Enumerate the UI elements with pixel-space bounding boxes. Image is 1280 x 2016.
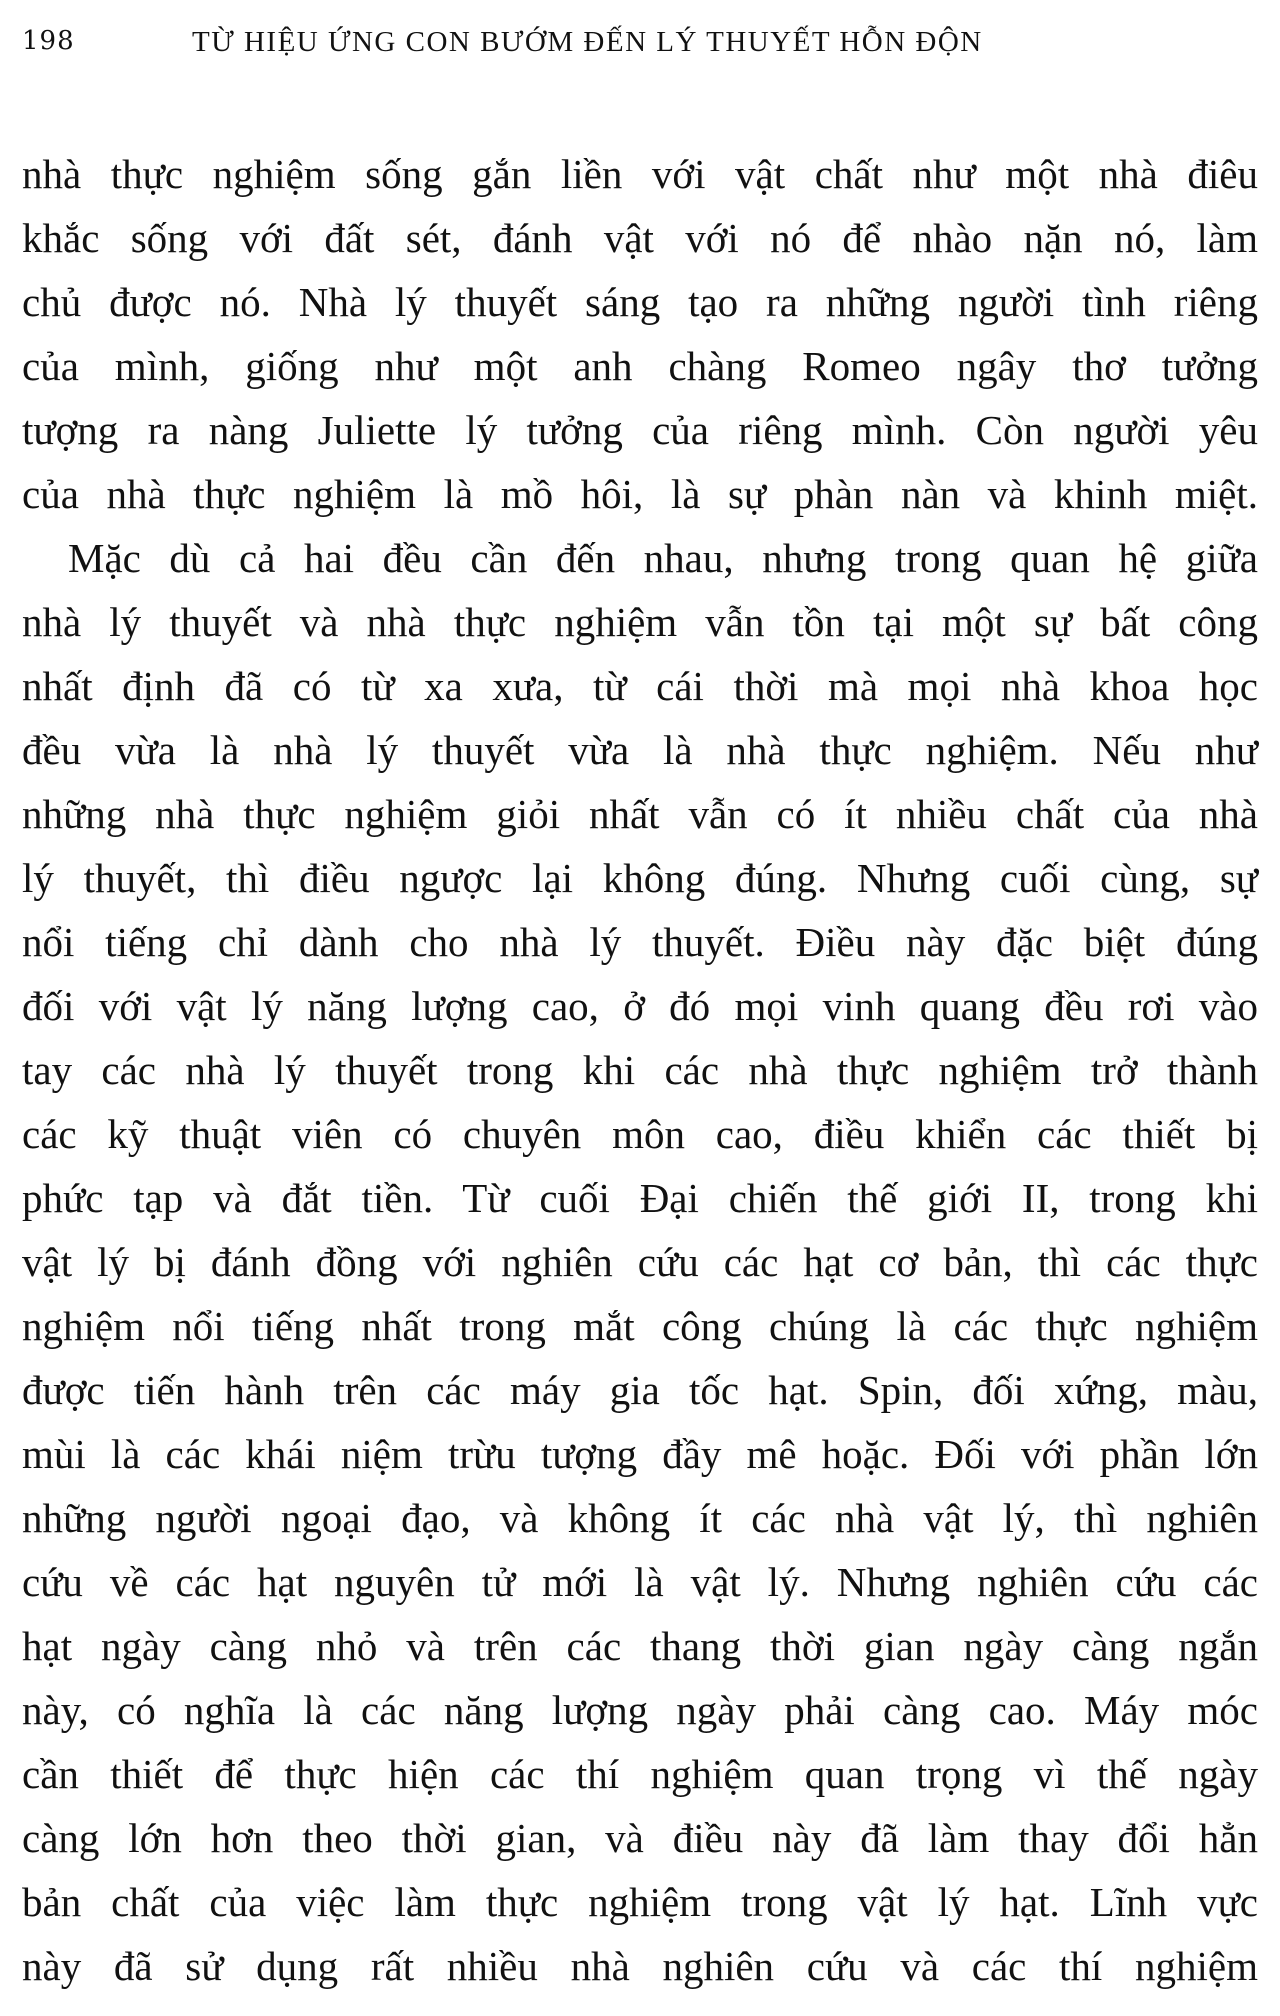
body-text xyxy=(22,142,1258,1998)
page-number: 198 xyxy=(22,26,75,56)
text-line: của mình, giống như một anh chàng Romeo ngây thơ tưởng xyxy=(22,343,1258,389)
text-line: những người ngoại đạo, và không ít các nhà vật lý, thì nghiên xyxy=(22,1495,1258,1541)
text-line: những nhà thực nghiệm giỏi nhất vẫn có ít nhiều chất của nhà xyxy=(22,791,1258,837)
text-line: của nhà thực nghiệm là mồ hôi, là sự phàn nàn và khinh miệt. xyxy=(22,471,1258,517)
text-line: nhà thực nghiệm sống gắn liền với vật chất như một nhà điêu xyxy=(22,151,1258,197)
text-line: càng lớn hơn theo thời gian, và điều này đã làm thay đổi hẳn xyxy=(22,1815,1258,1861)
text-line: chủ được nó. Nhà lý thuyết sáng tạo ra những người tình riêng xyxy=(22,279,1258,325)
text-line: nổi tiếng chỉ dành cho nhà lý thuyết. Điều này đặc biệt đúng xyxy=(22,919,1258,965)
paragraph-2 xyxy=(22,526,1258,1998)
text-line: cứu về các hạt nguyên tử mới là vật lý. Nhưng nghiên cứu các xyxy=(22,1559,1258,1605)
text-line: đều vừa là nhà lý thuyết vừa là nhà thực nghiệm. Nếu như xyxy=(22,727,1258,773)
text-line: phức tạp và đắt tiền. Từ cuối Đại chiến thế giới II, trong khi xyxy=(22,1175,1258,1221)
text-line: này, có nghĩa là các năng lượng ngày phải càng cao. Máy móc xyxy=(22,1687,1258,1733)
text-line: Mặc dù cả hai đều cần đến nhau, nhưng trong quan hệ giữa xyxy=(68,535,1258,581)
text-line: nhà lý thuyết và nhà thực nghiệm vẫn tồn tại một sự bất công xyxy=(22,599,1258,645)
text-line: này đã sử dụng rất nhiều nhà nghiên cứu và các thí nghiệm xyxy=(22,1943,1258,1989)
text-line: đối với vật lý năng lượng cao, ở đó mọi vinh quang đều rơi vào xyxy=(22,983,1258,1029)
paragraph-1 xyxy=(22,142,1258,526)
text-line: lý thuyết, thì điều ngược lại không đúng. Nhưng cuối cùng, sự xyxy=(22,855,1258,901)
text-line: vật lý bị đánh đồng với nghiên cứu các hạt cơ bản, thì các thực xyxy=(22,1239,1258,1285)
text-line: hạt ngày càng nhỏ và trên các thang thời gian ngày càng ngắn xyxy=(22,1623,1258,1669)
text-line: các kỹ thuật viên có chuyên môn cao, điều khiển các thiết bị xyxy=(22,1111,1258,1157)
text-line: nghiệm nổi tiếng nhất trong mắt công chúng là các thực nghiệm xyxy=(22,1303,1258,1349)
text-line: nhất định đã có từ xa xưa, từ cái thời mà mọi nhà khoa học xyxy=(22,663,1258,709)
text-line: tượng ra nàng Juliette lý tưởng của riêng mình. Còn người yêu xyxy=(22,407,1258,453)
text-line: bản chất của việc làm thực nghiệm trong vật lý hạt. Lĩnh vực xyxy=(22,1879,1258,1925)
text-line: khắc sống với đất sét, đánh vật với nó để nhào nặn nó, làm xyxy=(22,215,1258,261)
text-line: cần thiết để thực hiện các thí nghiệm quan trọng vì thế ngày xyxy=(22,1751,1258,1797)
running-header xyxy=(22,26,1262,66)
running-title: TỪ HIỆU ỨNG CON BƯỚM ĐẾN LÝ THUYẾT HỖN ĐỘN xyxy=(192,26,983,58)
text-line: được tiến hành trên các máy gia tốc hạt. Spin, đối xứng, màu, xyxy=(22,1367,1258,1413)
text-line: tay các nhà lý thuyết trong khi các nhà thực nghiệm trở thành xyxy=(22,1047,1258,1093)
text-line: mùi là các khái niệm trừu tượng đầy mê hoặc. Đối với phần lớn xyxy=(22,1431,1258,1477)
